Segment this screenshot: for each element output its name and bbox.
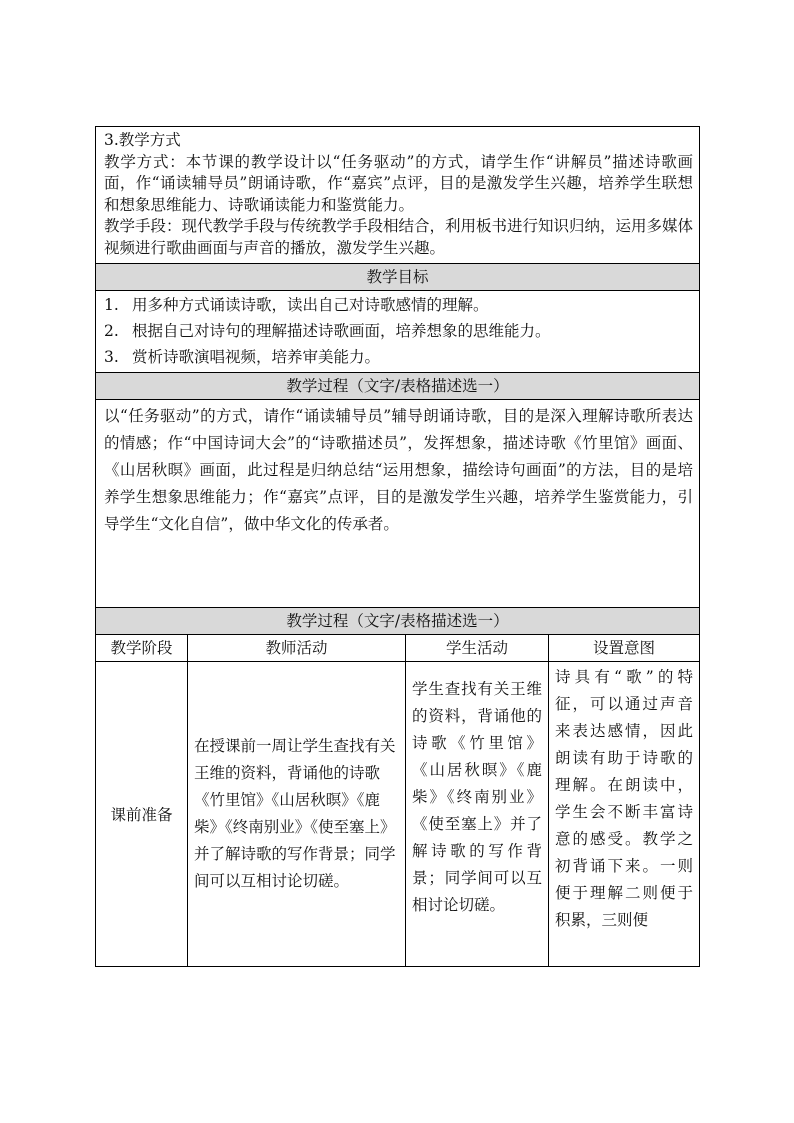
teaching-method-row [96,127,700,264]
lesson-plan-page [95,126,699,967]
process-table-header: 教学过程（文字/表格描述选一） [96,608,700,635]
process-text-body: 以“任务驱动”的方式，请作“诵读辅导员”辅导朗诵诗歌，目的是深入理解诗歌所表达的情感；作“中国诗词大会”的“诗歌描述员”，发挥想象，描述诗歌《竹里馆》画面、《山居秋暝》画面，此过程是归纳总结“运用想象，描绘诗句画面”的方法，目的是培养学生想象思维能力；作“嘉宾”点评，目的是激发学生兴趣，培养学生鉴赏能力，引导学生“文化自信”，做中华文化的传承者。 [96,400,700,608]
process-text-header: 教学过程（文字/表格描述选一） [96,373,700,400]
column-header: 教学阶段 [96,635,188,662]
goal-item [104,292,693,318]
column-header: 教师活动 [188,635,406,662]
column-header: 学生活动 [406,635,549,662]
stage-cell: 课前准备 [96,662,188,967]
goal-item [104,318,693,344]
process-table-header-row [96,608,700,635]
teaching-method-cell [96,127,700,264]
goal-item [104,344,693,370]
design-intent-cell: 诗具有“歌”的特征，可以通过声音来表达感情，因此朗读有助于诗歌的理解。在朗读中，学生会不断丰富诗意的感受。教学之初背诵下来。一则便于理解二则便于积累，三则便 [549,662,700,967]
goal-text: 赏析诗歌演唱视频，培养审美能力。 [132,348,381,366]
lesson-plan-table [95,126,700,967]
process-text-row [96,400,700,608]
teacher-activity-cell: 在授课前一周让学生查找有关王维的资料，背诵他的诗歌《竹里馆》《山居秋暝》《鹿柴》《终南别业》《使至塞上》并了解诗歌的写作背景；同学间可以互相讨论切磋。 [188,662,406,967]
teaching-method-paragraph: 教学方式：本节课的教学设计以“任务驱动”的方式，请学生作“讲解员”描述诗歌画面，作“诵读辅导员”朗诵诗歌，作“嘉宾”点评，目的是激发学生兴趣，培养学生联想和想象思维能力、诗歌诵读能力和鉴赏能力。 [104,152,694,214]
teaching-method-heading: 3.教学方式 [104,131,181,149]
goals-list [96,291,700,373]
table-row [96,662,700,967]
goals-row [96,291,700,373]
process-text-header-row [96,373,700,400]
goals-header: 教学目标 [96,264,700,291]
teaching-means-paragraph: 教学手段：现代教学手段与传统教学手段相结合，利用板书进行知识归纳，运用多媒体视频进行歌曲画面与声音的播放，激发学生兴趣。 [104,217,694,257]
student-activity-cell: 学生查找有关王维的资料，背诵他的诗歌《竹里馆》《山居秋暝》《鹿柴》《终南别业》《使至塞上》并了解诗歌的写作背景；同学间可以互相讨论切磋。 [406,662,549,967]
goal-number: 1. [104,296,119,314]
column-header-row [96,635,700,662]
goals-header-row [96,264,700,291]
goal-text: 用多种方式诵读诗歌，读出自己对诗歌感情的理解。 [132,296,489,314]
goal-text: 根据自己对诗句的理解描述诗歌画面，培养想象的思维能力。 [132,322,551,340]
goal-number: 2. [104,322,119,340]
goal-number: 3. [104,348,119,366]
column-header: 设置意图 [549,635,700,662]
